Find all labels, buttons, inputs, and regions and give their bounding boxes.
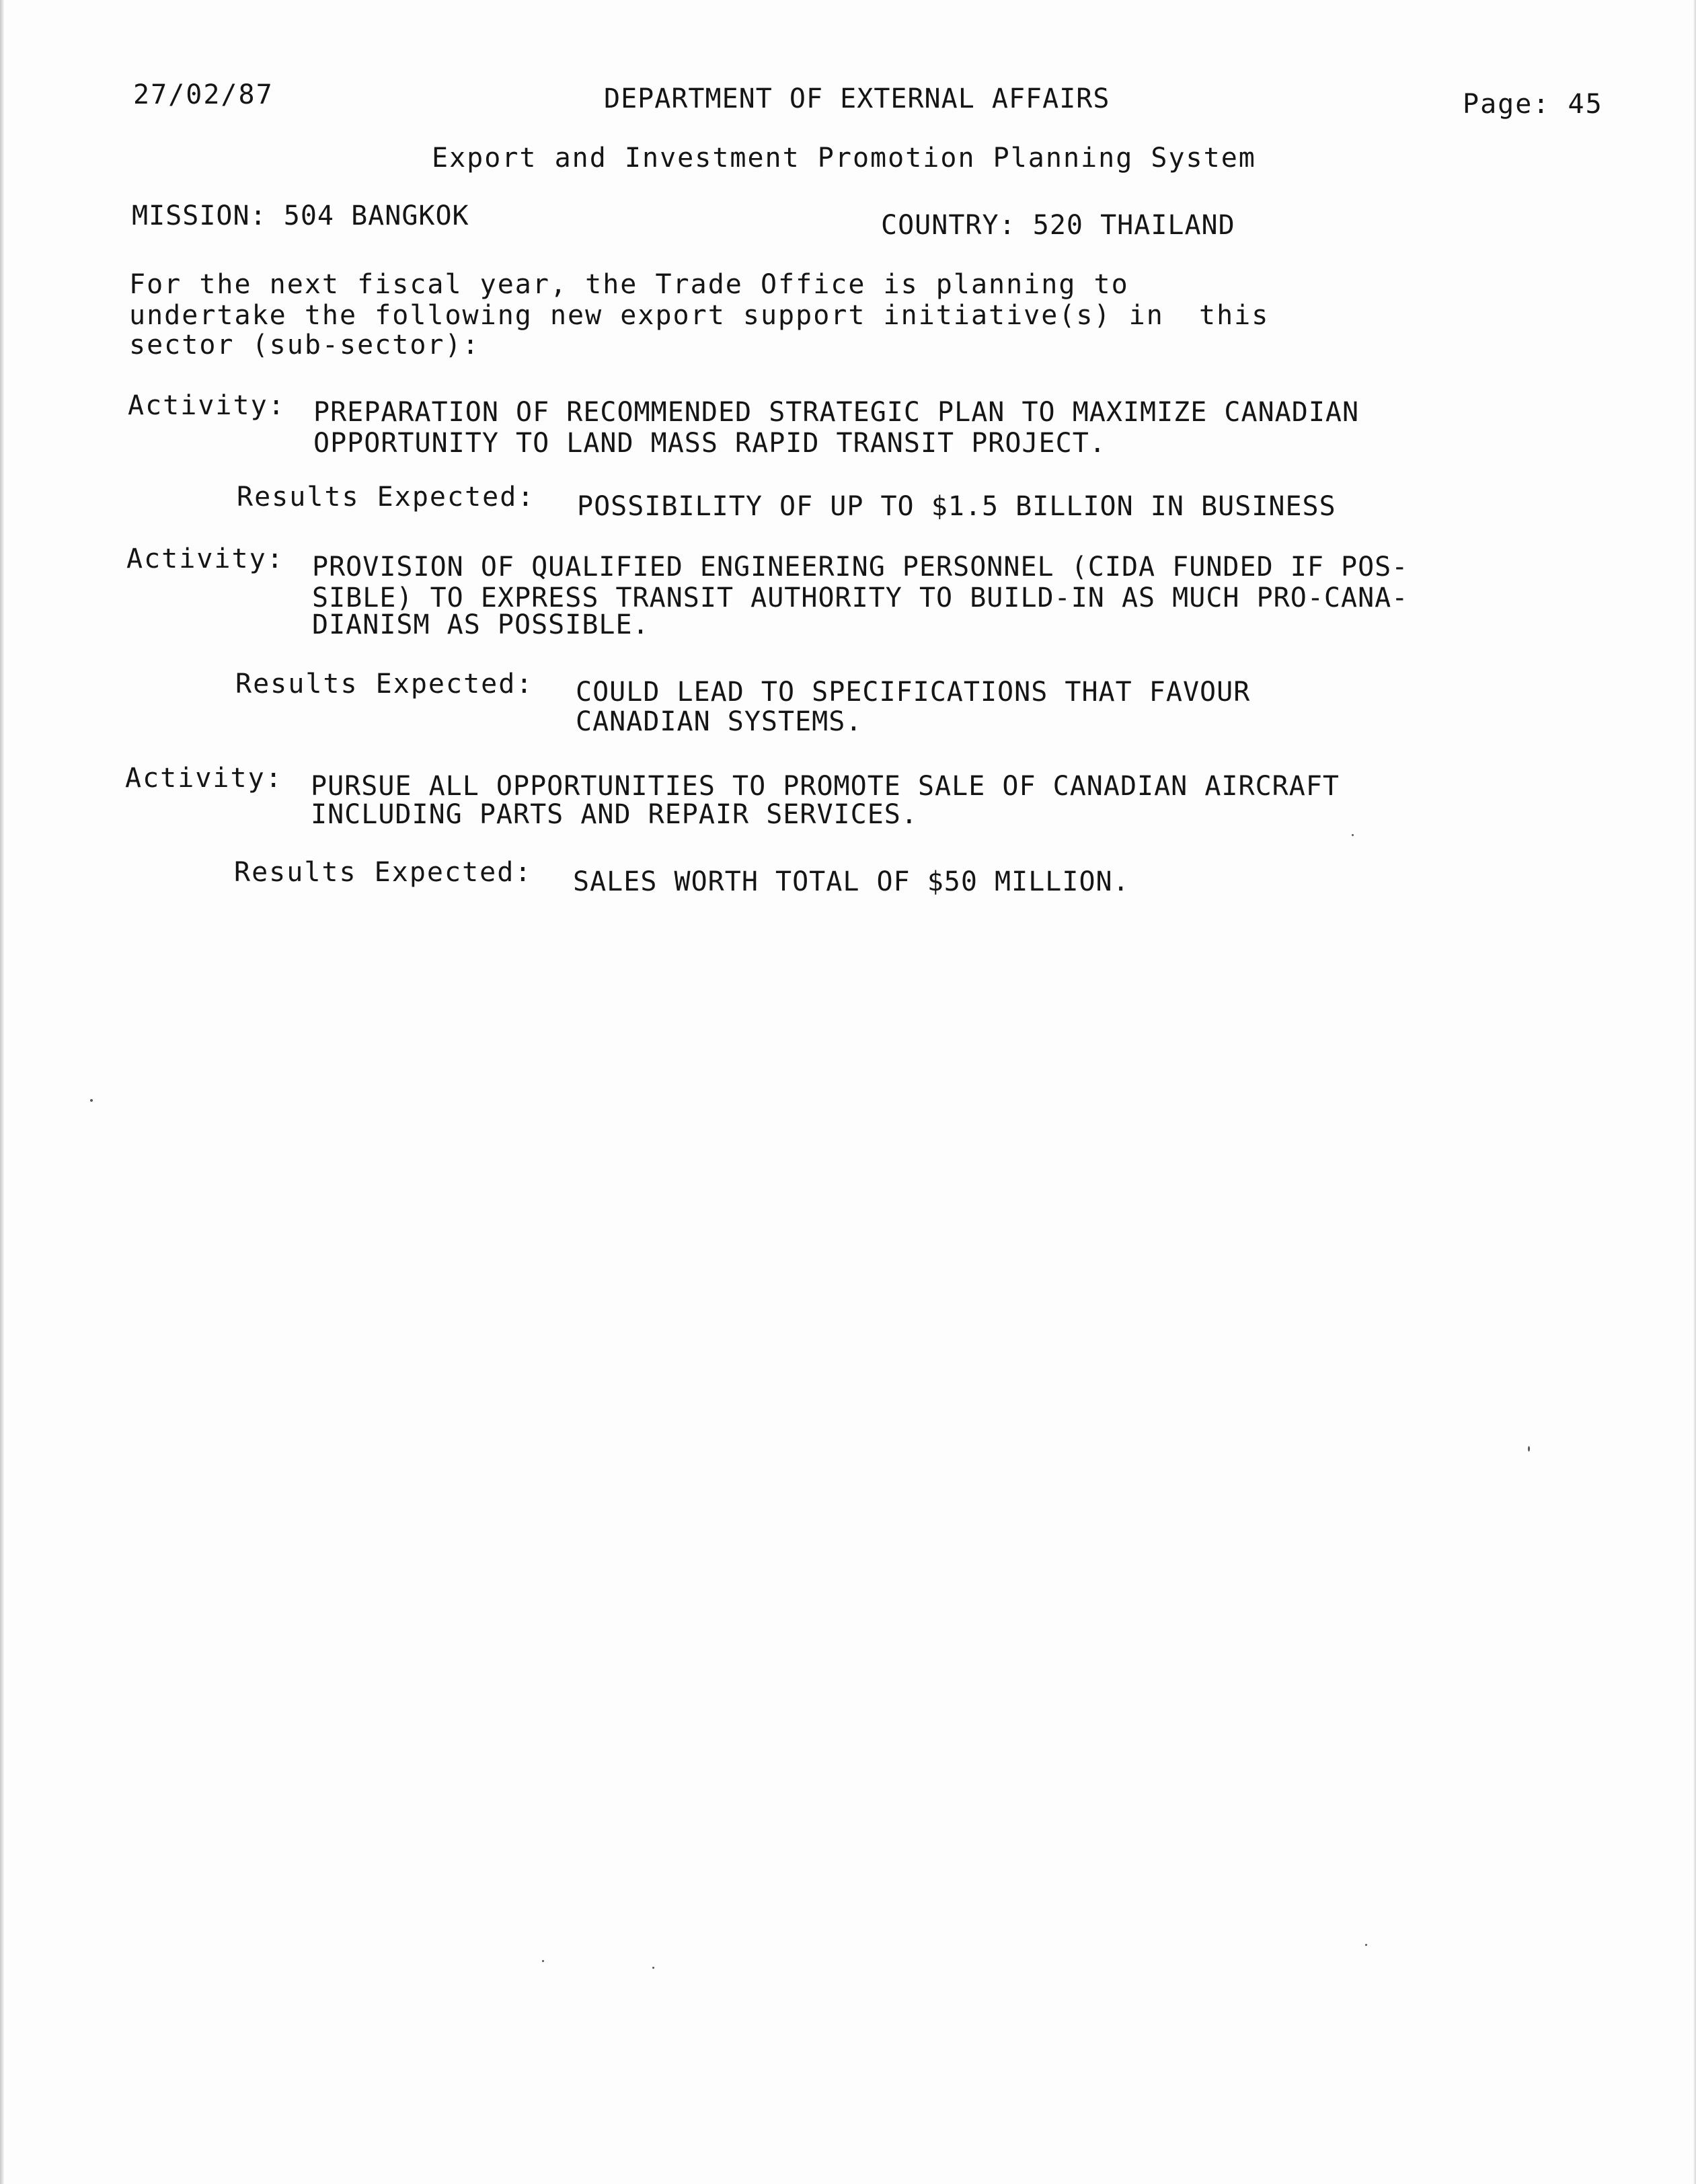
results-label: Results Expected: <box>237 482 535 513</box>
country-field: COUNTRY: 520 THAILAND <box>881 210 1235 241</box>
activity-label: Activity: <box>128 390 286 421</box>
mission-field: MISSION: 504 BANGKOK <box>132 200 469 231</box>
results-text: CANADIAN SYSTEMS. <box>576 706 863 737</box>
activity-text: DIANISM AS POSSIBLE. <box>312 609 650 640</box>
results-text: COULD LEAD TO SPECIFICATIONS THAT FAVOUR <box>576 677 1251 708</box>
intro-line: sector (sub-sector): <box>129 330 480 361</box>
activity-label: Activity: <box>126 543 284 574</box>
activity-text: PURSUE ALL OPPORTUNITIES TO PROMOTE SALE OF CANADIAN AIRCRAFT <box>311 771 1340 802</box>
results-label: Results Expected: <box>235 669 534 700</box>
activity-text: INCLUDING PARTS AND REPAIR SERVICES. <box>311 799 918 830</box>
activity-text: OPPORTUNITY TO LAND MASS RAPID TRANSIT PROJECT. <box>313 428 1106 459</box>
scan-speck <box>652 1967 654 1969</box>
scan-speck <box>542 1960 544 1962</box>
results-text: POSSIBILITY OF UP TO $1.5 BILLION IN BUSINESS <box>577 491 1336 522</box>
department-title: DEPARTMENT OF EXTERNAL AFFAIRS <box>604 83 1110 114</box>
intro-line: undertake the following new export support initiative(s) in this <box>129 300 1270 331</box>
activity-text: PREPARATION OF RECOMMENDED STRATEGIC PLAN TO MAXIMIZE CANADIAN <box>313 397 1360 428</box>
scan-speck <box>90 1099 93 1102</box>
activity-text: PROVISION OF QUALIFIED ENGINEERING PERSONNEL (CIDA FUNDED IF POS- <box>312 552 1409 582</box>
activity-label: Activity: <box>125 763 283 794</box>
results-label: Results Expected: <box>234 857 533 888</box>
page-number: Page: 45 <box>1463 89 1603 120</box>
intro-line: For the next fiscal year, the Trade Office is planning to <box>129 269 1129 300</box>
report-date: 27/02/87 <box>133 79 274 110</box>
results-text: SALES WORTH TOTAL OF $50 MILLION. <box>573 866 1130 897</box>
activity-text: SIBLE) TO EXPRESS TRANSIT AUTHORITY TO BUILD-IN AS MUCH PRO-CANA- <box>312 582 1409 613</box>
scan-speck <box>1528 1446 1530 1452</box>
system-title: Export and Investment Promotion Planning System <box>432 143 1256 174</box>
scan-edge-right <box>1693 0 1696 2184</box>
scan-edge-left <box>0 0 4 2184</box>
scan-speck <box>1352 834 1354 836</box>
scan-speck <box>1365 1944 1367 1946</box>
